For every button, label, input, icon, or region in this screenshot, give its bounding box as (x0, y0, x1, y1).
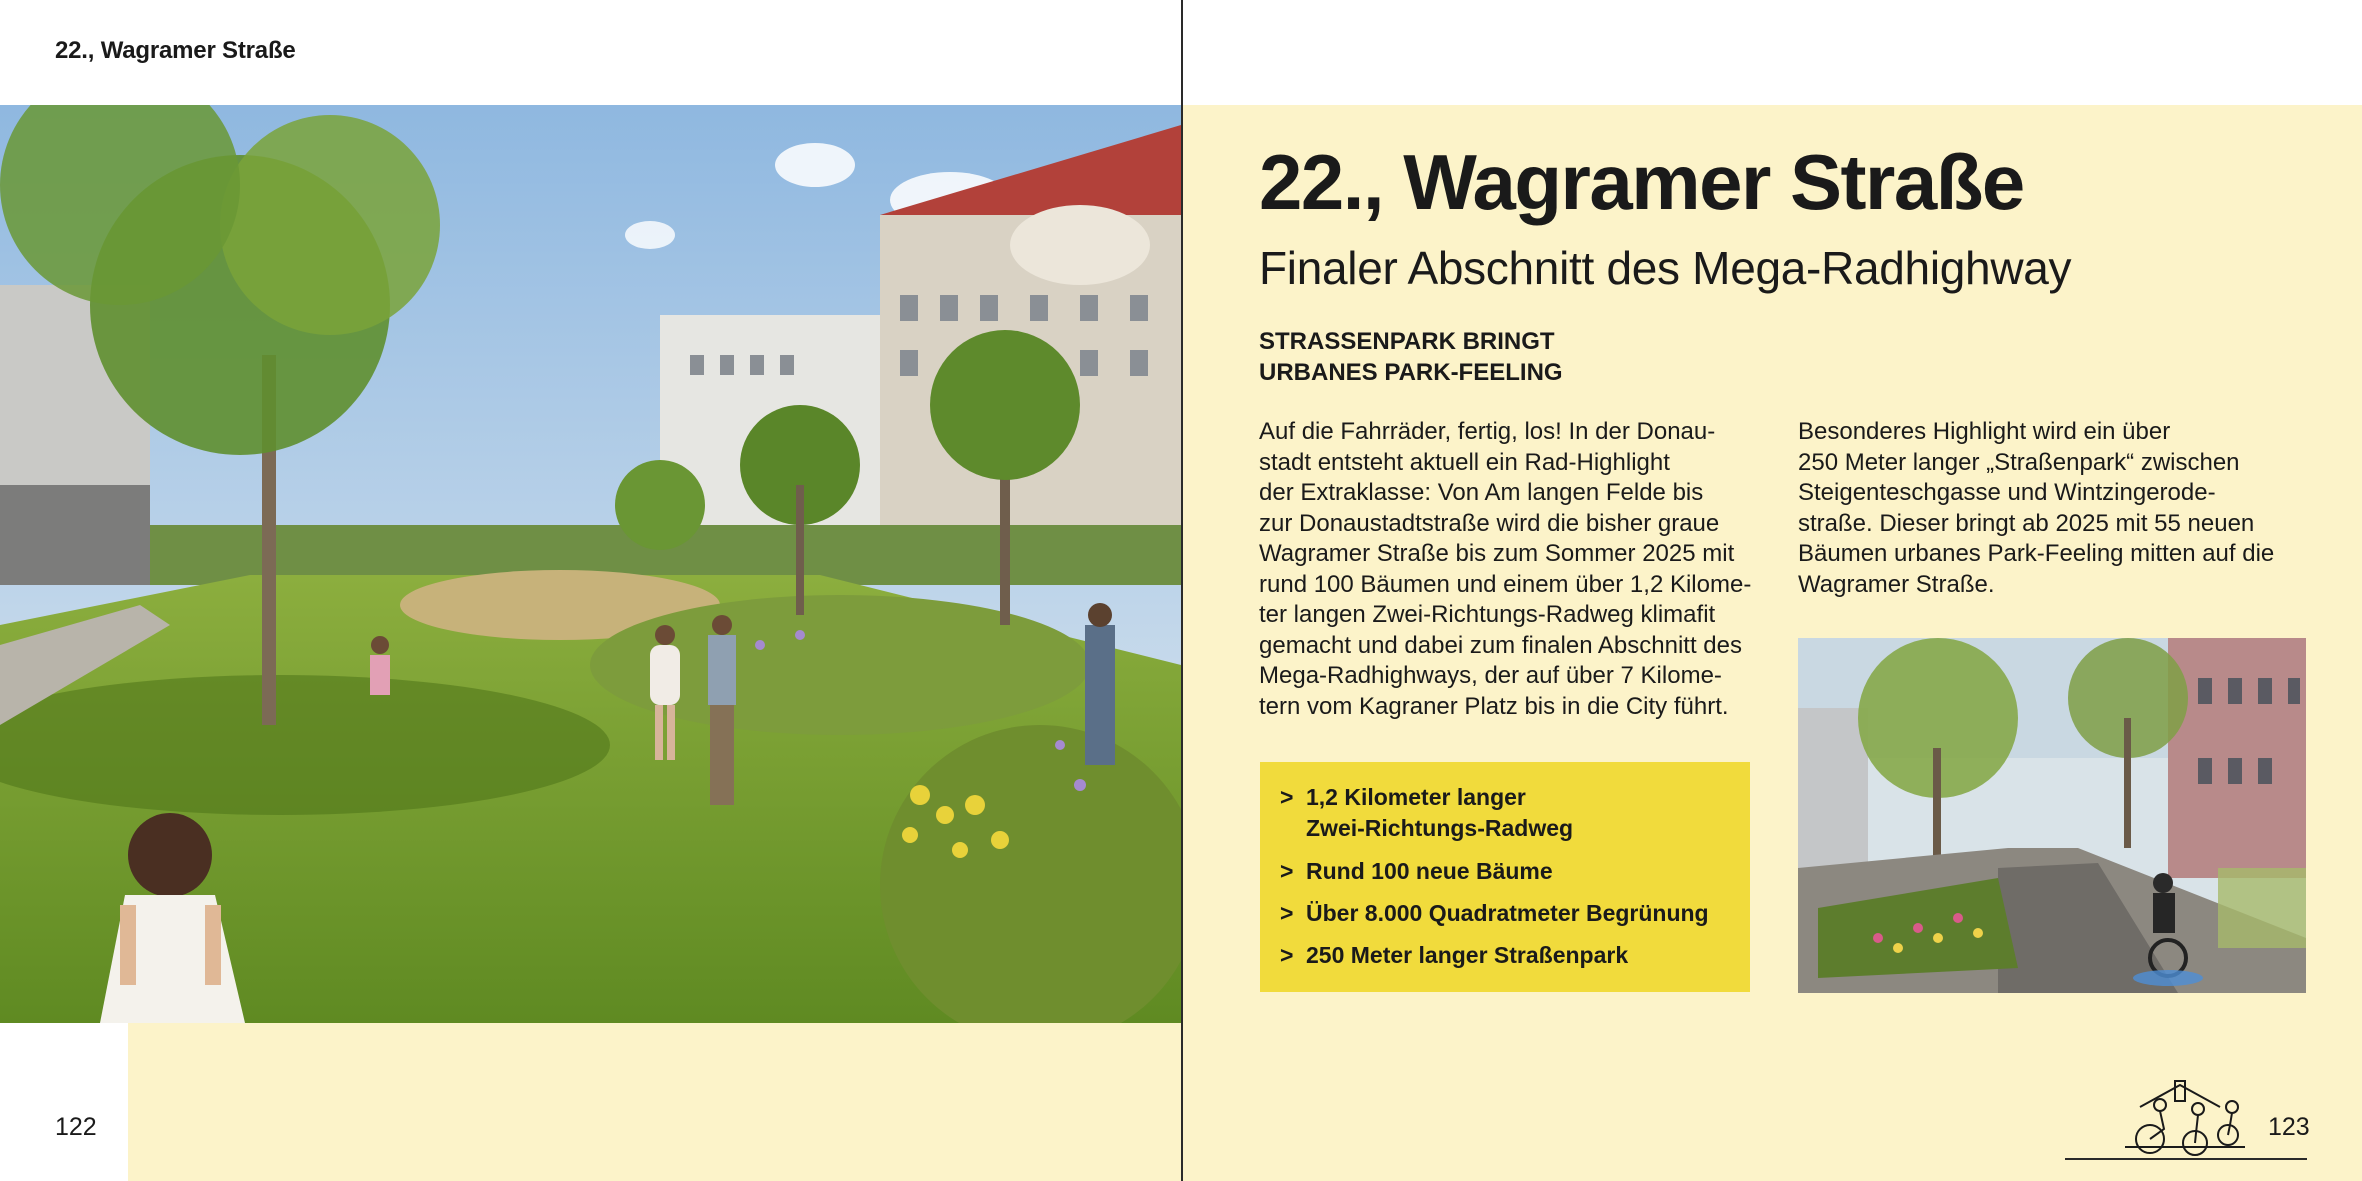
footer-rule (2065, 1158, 2307, 1160)
body-line: gemacht und dabei zum finalen Abschnitt des (1259, 631, 1742, 659)
fact-line: Zwei-Richtungs-Radweg (1306, 815, 1574, 841)
fact-line: Über 8.000 Quadratmeter Begrünung (1306, 900, 1709, 926)
body-line: tern vom Kagraner Platz bis in die City führt. (1259, 692, 1729, 720)
body-line: stadt entsteht aktuell ein Rad-Highlight (1259, 448, 1670, 476)
fact-line: 1,2 Kilometer langer (1306, 784, 1526, 810)
body-line: ter langen Zwei-Richtungs-Radweg klimafit (1259, 601, 1716, 628)
body-line: 250 Meter langer „Straßenpark“ zwischen (1798, 448, 2240, 476)
body-line: rund 100 Bäumen und einem über 1,2 Kilome- (1259, 570, 1752, 598)
body-line: Wagramer Straße. (1798, 570, 1995, 598)
park-rendering-image (0, 105, 1181, 1023)
cyclists-illustration-logo (2120, 1077, 2250, 1159)
body-line: Steigenteschgasse und Wintzingerode- (1798, 479, 2216, 506)
fact-marker: > (1280, 900, 1294, 926)
fact-marker: > (1280, 858, 1294, 884)
page-number-left: 122 (55, 1113, 97, 1141)
fact-marker: > (1280, 942, 1294, 968)
fact-marker: > (1280, 784, 1294, 810)
page-title: 22., Wagramer Straße (1259, 138, 2024, 226)
body-line: Auf die Fahrräder, fertig, los! In der Donau- (1259, 418, 1716, 445)
fact-line: 250 Meter langer Straßenpark (1306, 942, 1629, 968)
body-line: Mega-Radhighways, der auf über 7 Kilome- (1259, 662, 1722, 689)
page-number-right: 123 (2268, 1113, 2310, 1141)
body-line: Bäumen urbanes Park-Feeling mitten auf die (1798, 540, 2275, 567)
body-line: Wagramer Straße bis zum Sommer 2025 mit (1259, 540, 1735, 567)
body-text-column-1 (1259, 417, 1779, 722)
body-text-column-2 (1798, 417, 2318, 600)
fact-box (1260, 762, 1750, 992)
cycle-path-rendering-image (1798, 638, 2306, 993)
kicker-line: STRASSENPARK BRINGT (1259, 328, 1555, 355)
section-kicker (1259, 326, 1659, 388)
kicker-line: URBANES PARK-FEELING (1259, 359, 1563, 386)
fact-line: Rund 100 neue Bäume (1306, 858, 1553, 884)
body-line: straße. Dieser bringt ab 2025 mit 55 neuen (1798, 509, 2255, 537)
running-head: 22., Wagramer Straße (55, 37, 296, 64)
body-line: der Extraklasse: Von Am langen Felde bis (1259, 479, 1704, 506)
body-line: Besonderes Highlight wird ein über (1798, 418, 2171, 445)
page-subtitle: Finaler Abschnitt des Mega-Radhighway (1259, 242, 2072, 294)
left-page-cream-band (128, 1022, 1181, 1181)
body-line: zur Donaustadtstraße wird die bisher graue (1259, 509, 1720, 537)
